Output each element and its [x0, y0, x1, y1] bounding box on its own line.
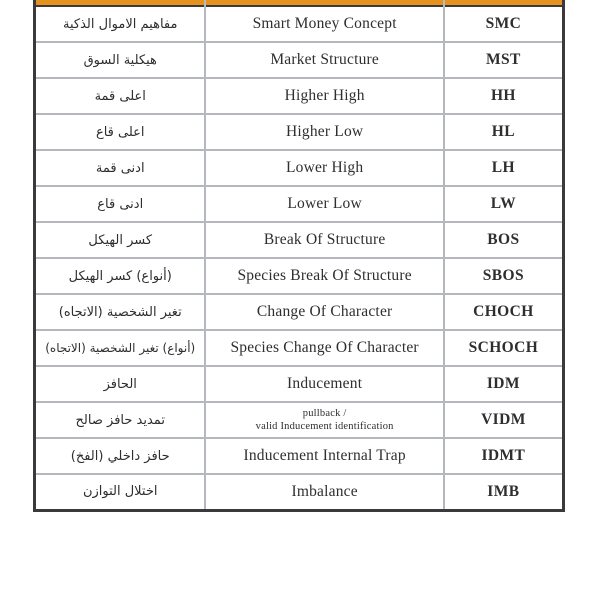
table-row [35, 438, 564, 474]
cell-term-english [205, 402, 443, 438]
table-row [35, 78, 564, 114]
cell-term-arabic: هيكلية السوق [35, 42, 206, 78]
table-body [35, 6, 564, 510]
cell-term-english: Market Structure [205, 42, 443, 78]
cell-term-english: Change Of Character [205, 294, 443, 330]
cell-abbreviation: VIDM [444, 402, 564, 438]
cell-abbreviation: IDM [444, 366, 564, 402]
cell-term-arabic: تغير الشخصية (الاتجاه) [35, 294, 206, 330]
table-row [35, 222, 564, 258]
cell-term-english: Higher High [205, 78, 443, 114]
cell-term-arabic: حافز داخلي (الفخ) [35, 438, 206, 474]
cell-abbreviation: BOS [444, 222, 564, 258]
table-row [35, 186, 564, 222]
cell-term-english: Break Of Structure [205, 222, 443, 258]
cell-term-english-line2: valid Inducement identification [255, 421, 394, 432]
cell-term-arabic: مفاهيم الاموال الذكية [35, 6, 206, 42]
cell-abbreviation: HL [444, 114, 564, 150]
cell-term-english: Inducement Internal Trap [205, 438, 443, 474]
cell-abbreviation: SMC [444, 6, 564, 42]
cell-term-english: Inducement [205, 366, 443, 402]
table-row [35, 366, 564, 402]
glossary-table [33, 0, 565, 512]
cell-term-english: Smart Money Concept [205, 6, 443, 42]
table-row [35, 258, 564, 294]
cell-abbreviation: HH [444, 78, 564, 114]
cell-term-english-line1: pullback / [302, 407, 347, 419]
table-row [35, 150, 564, 186]
cell-term-arabic: اعلى قاع [35, 114, 206, 150]
cell-term-english: Species Break Of Structure [205, 258, 443, 294]
cell-term-english: Lower High [205, 150, 443, 186]
cell-term-arabic: كسر الهيكل [35, 222, 206, 258]
cell-abbreviation: SCHOCH [444, 330, 564, 366]
cell-term-arabic: (أنواع) كسر الهيكل [35, 258, 206, 294]
cell-term-arabic: ادنى قاع [35, 186, 206, 222]
cell-term-english: Higher Low [205, 114, 443, 150]
cell-abbreviation: SBOS [444, 258, 564, 294]
cell-term-arabic: تمديد حافز صالح [35, 402, 206, 438]
table-row [35, 6, 564, 42]
table-row [35, 474, 564, 510]
cell-term-english: Species Change Of Character [205, 330, 443, 366]
table-row [35, 42, 564, 78]
table-row [35, 330, 564, 366]
cell-term-arabic: اختلال التوازن [35, 474, 206, 510]
table-row [35, 294, 564, 330]
cell-abbreviation: CHOCH [444, 294, 564, 330]
cell-term-arabic: الحافز [35, 366, 206, 402]
cell-abbreviation: LH [444, 150, 564, 186]
cell-term-arabic: اعلى قمة [35, 78, 206, 114]
cell-term-english: Imbalance [205, 474, 443, 510]
table-row [35, 402, 564, 438]
cell-term-english: Lower Low [205, 186, 443, 222]
cell-abbreviation: LW [444, 186, 564, 222]
cell-term-arabic: ادنى قمة [35, 150, 206, 186]
table-row [35, 114, 564, 150]
cell-term-arabic: (أنواع) تغير الشخصية (الاتجاه) [35, 330, 206, 366]
cell-abbreviation: MST [444, 42, 564, 78]
cell-abbreviation: IDMT [444, 438, 564, 474]
cell-abbreviation: IMB [444, 474, 564, 510]
